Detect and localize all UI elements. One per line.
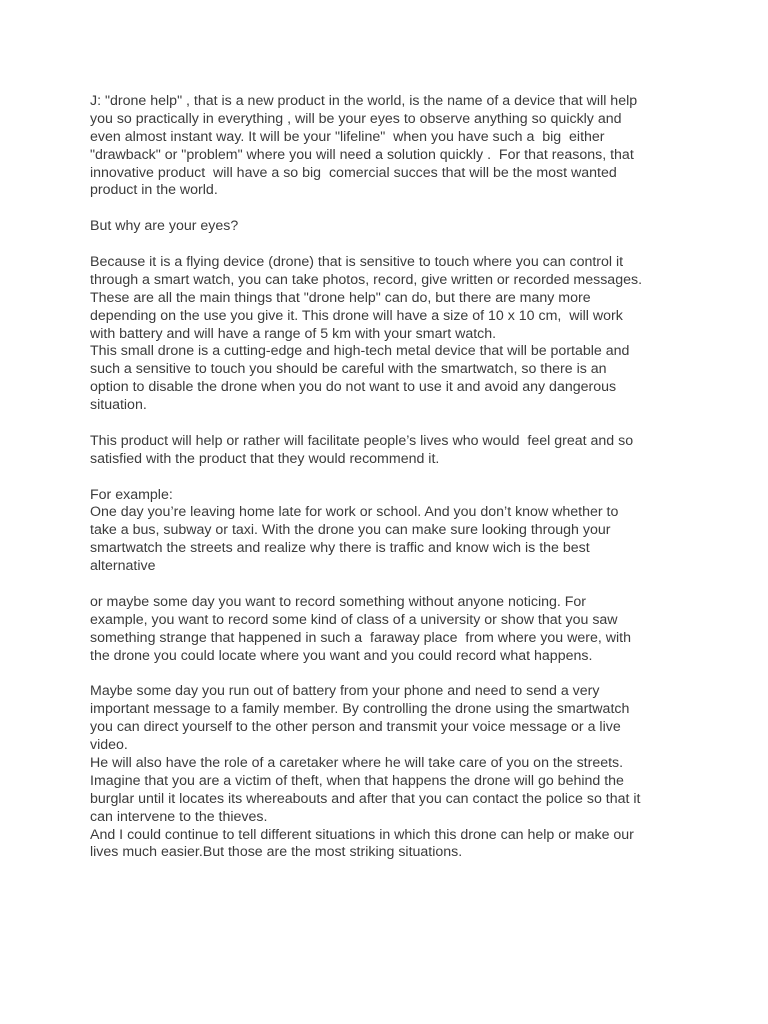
text-line: can intervene to the thieves. xyxy=(90,808,268,825)
text-line: you so practically in everything , will be your eyes to observe anything so quickly and xyxy=(90,110,622,127)
text-line: But why are your eyes? xyxy=(90,218,239,235)
text-line: One day you’re leaving home late for work or school. And you don’t know whether to xyxy=(90,504,619,521)
paragraph-question xyxy=(90,218,690,236)
text-line: you can direct yourself to the other person and transmit your voice message or a live xyxy=(90,719,621,736)
paragraph-example-commute xyxy=(90,487,690,576)
paragraph-spacer xyxy=(90,236,690,254)
text-line: take a bus, subway or taxi. With the drone you can make sure looking through your xyxy=(90,522,611,539)
text-line: And I could continue to tell different situations in which this drone can help or make our xyxy=(90,826,634,843)
paragraph-intro xyxy=(90,93,690,200)
text-line: These are all the main things that "drone help" can do, but there are many more xyxy=(90,289,591,306)
text-line: even almost instant way. It will be your "lifeline" when you have such a big either xyxy=(90,128,605,145)
text-line: with battery and will have a range of 5 km with your smart watch. xyxy=(90,325,497,342)
paragraph-description xyxy=(90,254,690,415)
paragraph-example-battery-theft xyxy=(90,683,690,862)
text-line: option to disable the drone when you do not want to use it and avoid any dangerous xyxy=(90,379,617,396)
paragraph-spacer xyxy=(90,200,690,218)
text-line: smartwatch the streets and realize why there is traffic and know wich is the best xyxy=(90,540,590,557)
text-line: lives much easier.But those are the most striking situations. xyxy=(90,844,463,861)
document-body xyxy=(90,93,690,862)
text-line: depending on the use you give it. This drone will have a size of 10 x 10 cm, will work xyxy=(90,307,623,324)
text-line: product in the world. xyxy=(90,182,218,199)
text-line: This small drone is a cutting-edge and high-tech metal device that will be portable and xyxy=(90,343,630,360)
text-line: He will also have the role of a caretaker where he will take care of you on the streets. xyxy=(90,754,624,771)
text-line: Because it is a flying device (drone) that is sensitive to touch where you can control it xyxy=(90,254,624,271)
text-line: This product will help or rather will facilitate people’s lives who would feel great and so xyxy=(90,432,634,449)
paragraph-spacer xyxy=(90,415,690,433)
text-line: "drawback" or "problem" where you will need a solution quickly . For that reasons, that xyxy=(90,146,634,163)
text-line: such a sensitive to touch you should be careful with the smartwatch, so there is an xyxy=(90,361,607,378)
text-line: video. xyxy=(90,737,128,754)
text-line: burglar until it locates its whereabouts and after that you can contact the police so that it xyxy=(90,790,641,807)
text-line: important message to a family member. By controlling the drone using the smartwatch xyxy=(90,701,630,718)
paragraph-benefit xyxy=(90,433,690,469)
text-line: or maybe some day you want to record something without anyone noticing. For xyxy=(90,593,587,610)
paragraph-spacer xyxy=(90,666,690,684)
text-line: J: "drone help" , that is a new product in the world, is the name of a device that will help xyxy=(90,93,638,109)
paragraph-example-record xyxy=(90,594,690,666)
text-line: For example: xyxy=(90,486,173,503)
paragraph-spacer xyxy=(90,469,690,487)
text-line: innovative product will have a so big comercial succes that will be the most wanted xyxy=(90,164,617,181)
paragraph-spacer xyxy=(90,576,690,594)
text-line: example, you want to record some kind of class of a university or show that you saw xyxy=(90,611,618,628)
text-line: through a smart watch, you can take photos, record, give written or recorded messages. xyxy=(90,271,643,288)
text-line: Maybe some day you run out of battery from your phone and need to send a very xyxy=(90,683,600,700)
text-line: situation. xyxy=(90,397,147,414)
text-line: alternative xyxy=(90,558,156,575)
text-line: the drone you could locate where you want and you could record what happens. xyxy=(90,647,593,664)
text-line: satisfied with the product that they would recommend it. xyxy=(90,450,440,467)
text-line: Imagine that you are a victim of theft, when that happens the drone will go behind the xyxy=(90,772,624,789)
text-line: something strange that happened in such a faraway place from where you were, with xyxy=(90,629,632,646)
